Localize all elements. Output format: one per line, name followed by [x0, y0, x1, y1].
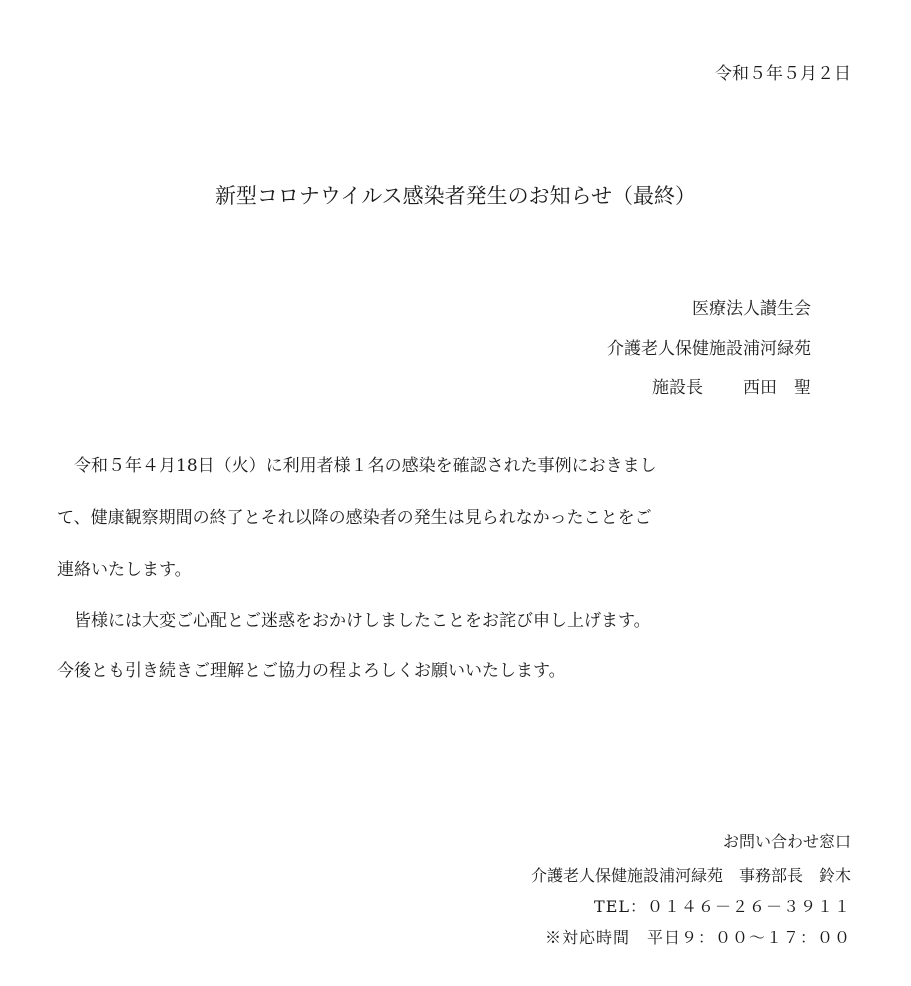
- body-text-2: 皆様には大変ご心配とご迷惑をおかけしましたことをお詫び申し上げます。: [74, 611, 651, 631]
- contact-org: 介護老人保健施設浦河緑苑 事務部長 鈴木: [530, 866, 851, 885]
- body-paragraph-2: [57, 613, 651, 630]
- director-title: 施設長: [652, 378, 703, 398]
- issuer-facility: 介護老人保健施設浦河緑苑: [607, 339, 811, 359]
- body-paragraph-1-cont: て、健康観察期間の終了とそれ以降の感染者の発生は見られなかったことをご: [57, 508, 652, 528]
- contact-hours: ※対応時間 平日９：００～１７：００: [544, 928, 851, 947]
- issuer-director: [652, 380, 811, 397]
- body-paragraph-3: 今後とも引き続きご理解とご協力の程よろしくお願いいたします。: [57, 661, 566, 681]
- director-name: 西田 聖: [743, 378, 811, 398]
- issuer-corporation: 医療法人讃生会: [692, 299, 811, 319]
- contact-phone: TEL：０１４６－２６－３９１１: [594, 897, 851, 916]
- body-paragraph-1: [57, 458, 657, 475]
- document-title: 新型コロナウイルス感染者発生のお知らせ（最終）: [214, 184, 697, 208]
- body-text-1: 令和５年４月18日（火）に利用者様１名の感染を確認された事例におきまし: [74, 456, 657, 476]
- document-date: 令和５年５月２日: [715, 64, 851, 84]
- contact-heading: お問い合わせ窓口: [722, 832, 851, 851]
- body-paragraph-1-end: 連絡いたします。: [57, 560, 192, 580]
